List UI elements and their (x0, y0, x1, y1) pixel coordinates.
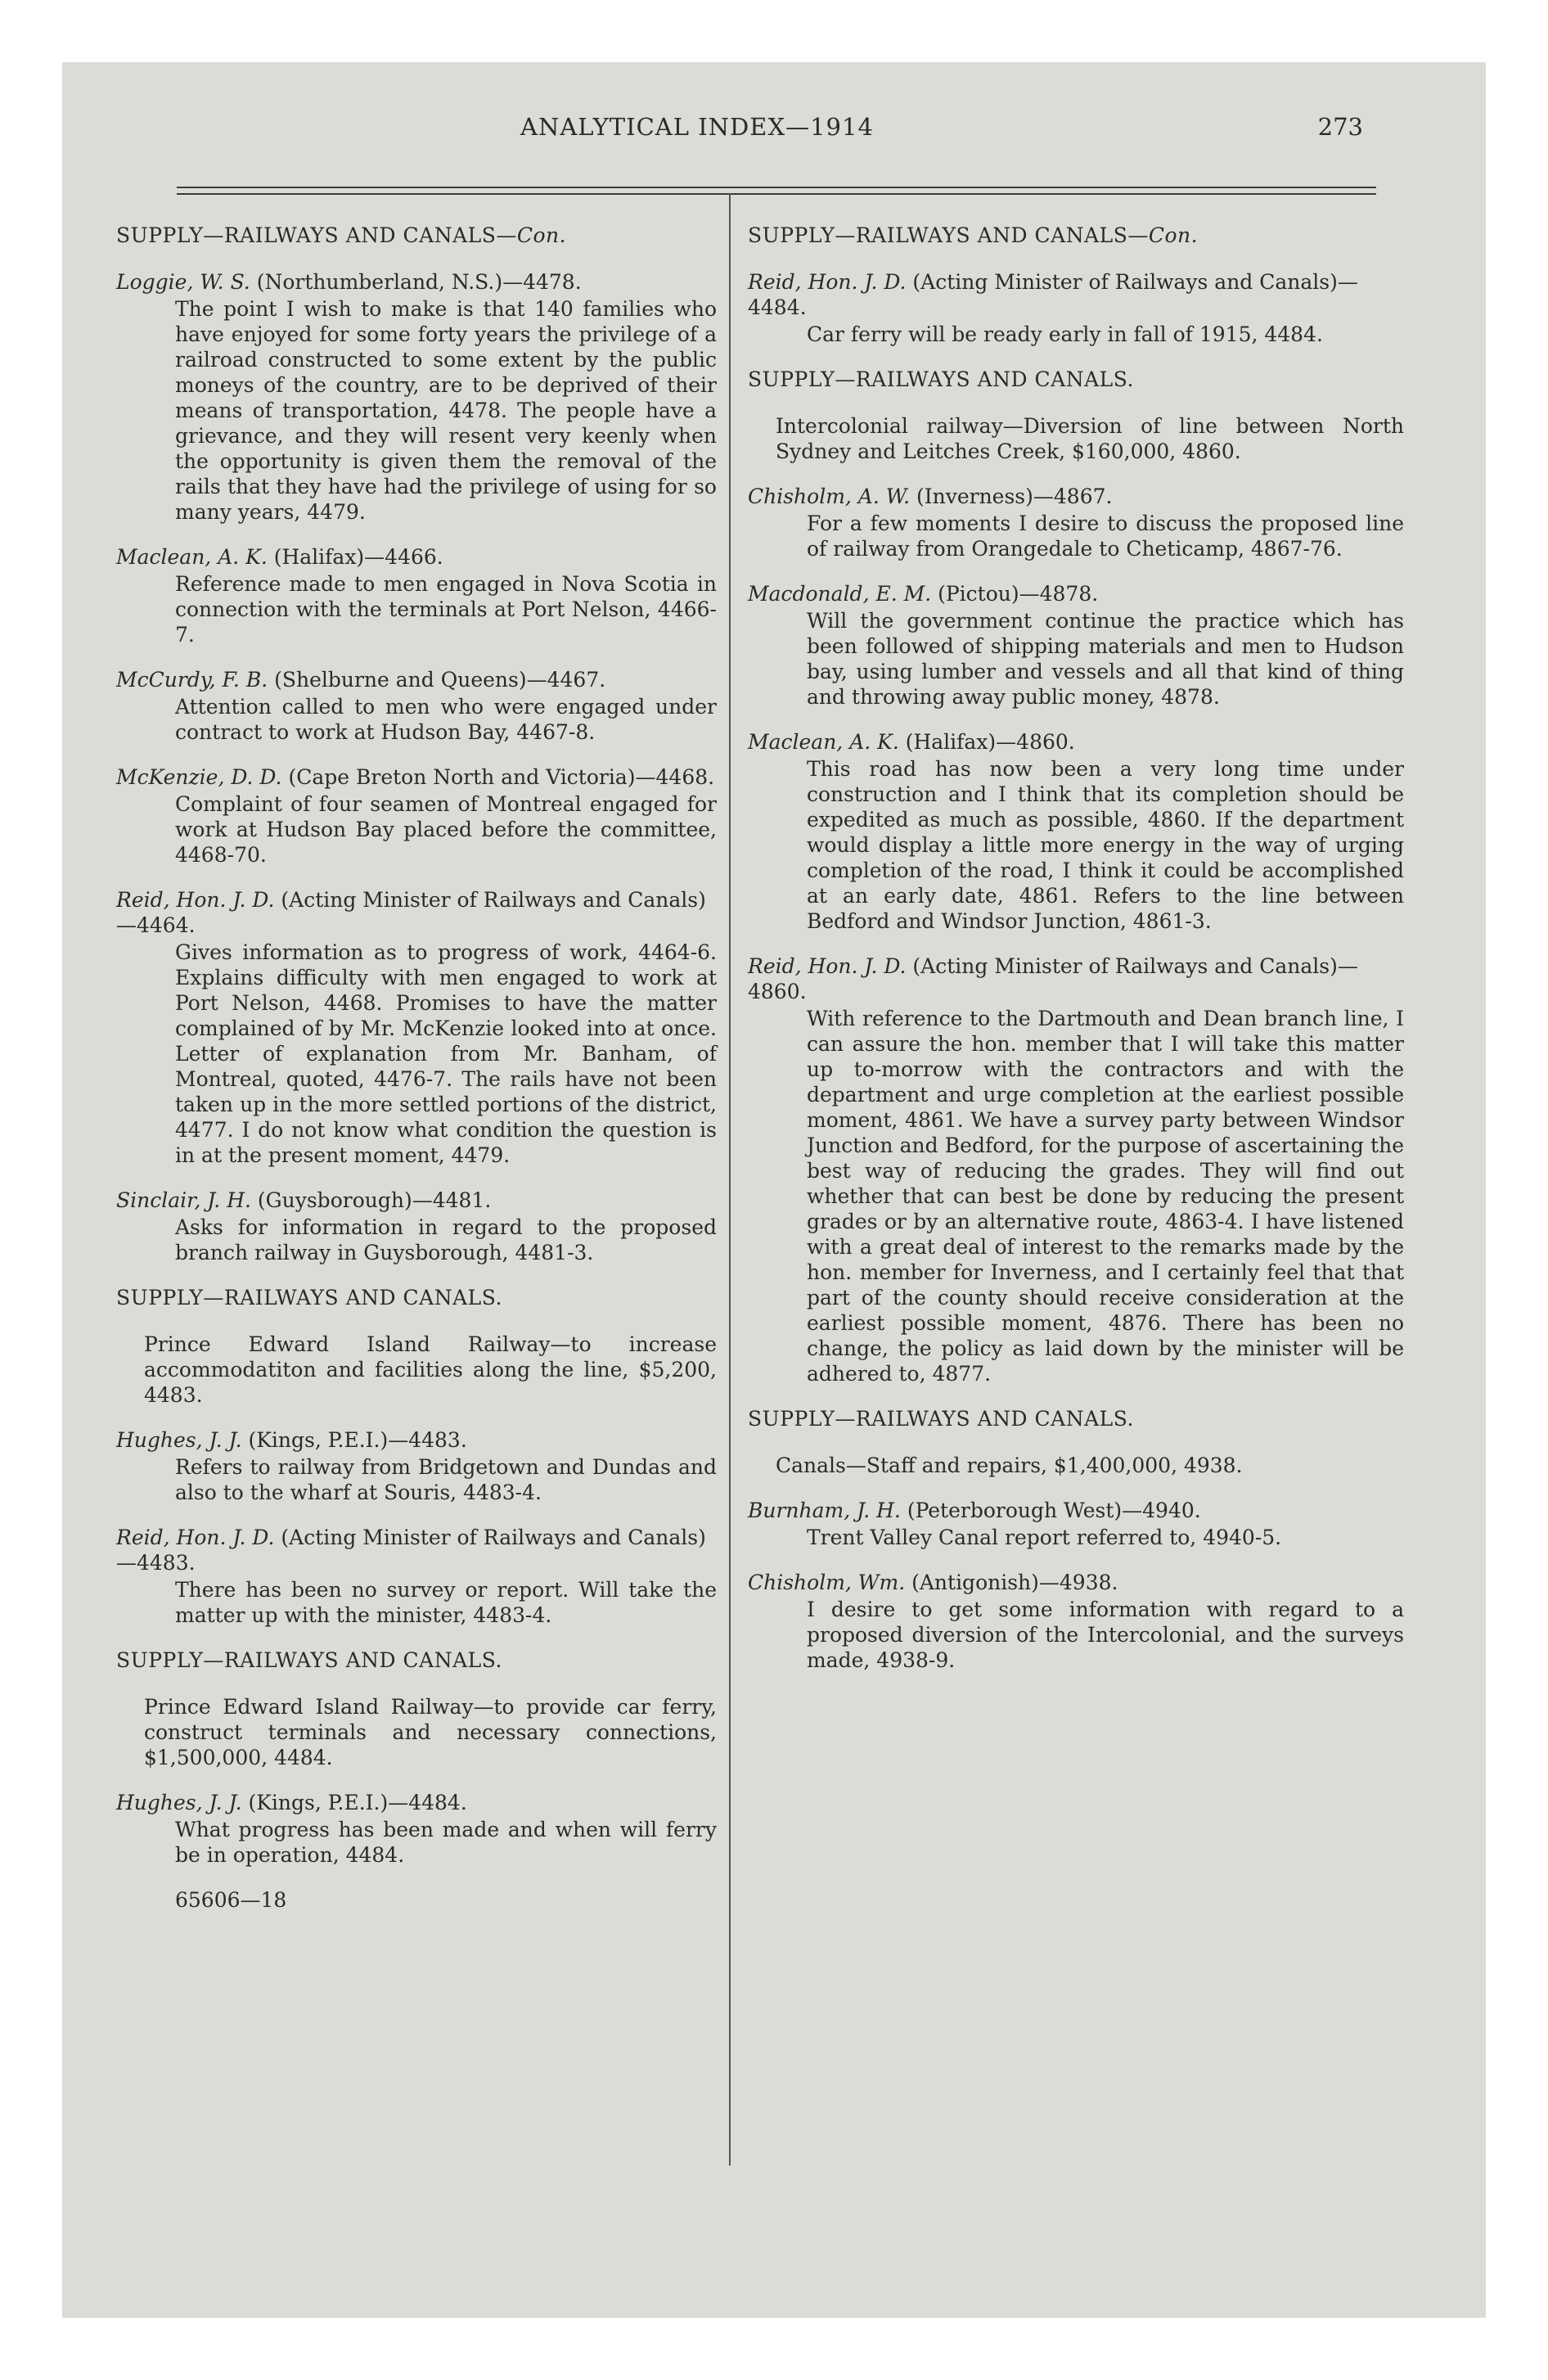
motion-item: Prince Edward Island Railway—to increase accommodatiton and facilities along the line, $5,200, 4483. (144, 1332, 717, 1407)
index-entry (116, 1525, 717, 1628)
entry-text: What progress has been made and when will ferry be in operation, 4484. (175, 1818, 717, 1867)
speaker-line (116, 764, 717, 790)
speaker-riding: (Guysborough)—4481. (257, 1188, 492, 1212)
speaker-name: Hughes, J. J. (116, 1428, 242, 1452)
page-number: 273 (1317, 113, 1363, 141)
entry-text: With reference to the Dartmouth and Dean branch line, I can assure the hon. member that I will take this matter up to-morrow with the contractors and with the department and urge completion at the earliest possible moment, 4861. We have a survey party between Windsor Junction and Bedford, for the purpose of ascertaining the best way of reducing the grades. They will find out whether that can best be done by reducing the present grades or by an alternative route, 4863-4. I have listened with a great deal of interest to the remarks made by the hon. member for Inverness, and I certainly feel that that part of the county should receive consideration at the earliest possible moment, 4876. There has been no change, the policy as laid down by the minister will be adhered to, 4877. (807, 1007, 1404, 1386)
speaker-riding: (Acting Minister of Railways and Canals)—4483. (116, 1526, 706, 1575)
header-rule (177, 187, 1376, 188)
index-entry (748, 1498, 1404, 1550)
speaker-line (748, 1570, 1404, 1595)
speaker-line (748, 484, 1404, 509)
speaker-line (116, 1427, 717, 1453)
speaker-name: Loggie, W. S. (116, 270, 250, 294)
section-heading (748, 367, 1404, 392)
speaker-name: Maclean, A. K. (116, 545, 268, 569)
index-entry (116, 544, 717, 647)
header-rule-double (177, 193, 1376, 195)
entry-text: Attention called to men who were engaged under contract to work at Hudson Bay, 4467-8. (175, 695, 717, 744)
section-title: SUPPLY—RAILWAYS AND CANALS— (116, 223, 517, 247)
speaker-riding: (Acting Minister of Railways and Canals)—4464. (116, 888, 706, 937)
speaker-line (116, 887, 717, 938)
entry-text: There has been no survey or report. Will take the matter up with the minister, 4483-4. (175, 1578, 717, 1627)
speaker-line (748, 953, 1404, 1004)
scanned-page (62, 62, 1486, 2318)
speaker-riding: (Kings, P.E.I.)—4484. (248, 1791, 467, 1814)
speaker-riding: (Inverness)—4867. (916, 485, 1113, 508)
speaker-line (116, 544, 717, 570)
index-entry (748, 1570, 1404, 1673)
speaker-riding: (Acting Minister of Railways and Canals)—4860. (748, 954, 1358, 1003)
index-entry (748, 729, 1404, 934)
speaker-line (748, 269, 1404, 320)
speaker-name: Reid, Hon. J. D. (116, 888, 275, 912)
speaker-riding: (Shelburne and Queens)—4467. (274, 668, 606, 692)
footer-note: 65606—18 (175, 1888, 287, 1912)
left-column (116, 223, 717, 1913)
section-heading (748, 1406, 1404, 1431)
speaker-name: Chisholm, A. W. (748, 485, 911, 508)
section-continued: Con. (1148, 223, 1199, 247)
section-title: SUPPLY—RAILWAYS AND CANALS. (116, 1286, 502, 1309)
section-title: SUPPLY—RAILWAYS AND CANALS. (116, 1648, 502, 1672)
speaker-riding: (Halifax)—4466. (273, 545, 443, 569)
speaker-name: Reid, Hon. J. D. (748, 954, 907, 978)
index-entry (748, 581, 1404, 710)
speaker-name: McCurdy, F. B. (116, 668, 268, 692)
section-heading (748, 223, 1404, 248)
speaker-line (748, 729, 1404, 755)
section-heading (116, 1648, 717, 1673)
section-continued: Con. (516, 223, 567, 247)
entry-text: Reference made to men engaged in Nova Scotia in connection with the terminals at Port Nelson, 4466-7. (175, 572, 717, 647)
running-title: ANALYTICAL INDEX—1914 (520, 113, 874, 141)
index-entry (116, 269, 717, 525)
entry-text: Trent Valley Canal report referred to, 4940-5. (807, 1526, 1282, 1549)
entry-text: Gives information as to progress of work, 4464-6. Explains difficulty with men engaged to work at Port Nelson, 4468. Promises to have the matter complained of by Mr. McKenzie looked into at once. Letter of explanation from Mr. Banham, of Montreal, quoted, 4476-7. The rails have not been taken up in the more settled portions of the district, 4477. I do not know what condition the question is in at the present moment, 4479. (175, 940, 717, 1167)
index-entry (748, 953, 1404, 1386)
speaker-riding: (Acting Minister of Railways and Canals)—4484. (748, 270, 1358, 319)
speaker-name: Chisholm, Wm. (748, 1571, 906, 1594)
column-divider (729, 193, 731, 2166)
section-title: SUPPLY—RAILWAYS AND CANALS. (748, 367, 1134, 391)
speaker-name: McKenzie, D. D. (116, 765, 282, 789)
speaker-riding: (Antigonish)—4938. (911, 1571, 1118, 1594)
speaker-line (116, 1525, 717, 1575)
motion-item: Intercolonial railway—Diversion of line between North Sydney and Leitches Creek, $160,000, 4860. (776, 414, 1404, 463)
index-entry (116, 1427, 717, 1505)
speaker-name: Burnham, J. H. (748, 1499, 901, 1522)
section-heading (116, 223, 717, 248)
speaker-riding: (Peterborough West)—4940. (907, 1499, 1201, 1522)
index-entry (116, 1790, 717, 1868)
speaker-name: Sinclair, J. H. (116, 1188, 251, 1212)
index-entry (116, 667, 717, 745)
entry-text: The point I wish to make is that 140 families who have enjoyed for some forty years the privilege of a railroad constructed to some extent by the public moneys of the country, are to be deprived of their means of transportation, 4478. The people have a grievance, and they will resent very keenly when the opportunity is given them the removal of the rails that they have had the privilege of using for so many years, 4479. (175, 297, 717, 524)
speaker-name: Hughes, J. J. (116, 1791, 242, 1814)
right-column (748, 223, 1404, 1693)
motion-item: Prince Edward Island Railway—to provide car ferry, construct terminals and necessary connections, $1,500,000, 4484. (144, 1695, 717, 1769)
section-title: SUPPLY—RAILWAYS AND CANALS. (748, 1407, 1134, 1431)
section-heading (116, 1285, 717, 1310)
entry-text: Car ferry will be ready early in fall of 1915, 4484. (807, 322, 1323, 346)
speaker-name: Reid, Hon. J. D. (116, 1526, 275, 1549)
index-entry (116, 1188, 717, 1265)
speaker-riding: (Northumberland, N.S.)—4478. (256, 270, 582, 294)
entry-text: I desire to get some information with regard to a proposed diversion of the Intercolonial, and the surveys made, 4938-9. (807, 1598, 1404, 1672)
index-entry (116, 887, 717, 1168)
speaker-riding: (Halifax)—4860. (905, 730, 1075, 754)
entry-text: For a few moments I desire to discuss the proposed line of railway from Orangedale to Cheticamp, 4867-76. (807, 512, 1404, 561)
speaker-riding: (Pictou)—4878. (938, 582, 1099, 606)
speaker-line (116, 667, 717, 692)
entry-text: Will the government continue the practice which has been followed of shipping materials and men to Hudson bay, using lumber and vessels and all that kind of thing and throwing away public money, 4878. (807, 609, 1404, 709)
speaker-line (748, 581, 1404, 606)
speaker-line (116, 269, 717, 295)
speaker-line (116, 1188, 717, 1213)
index-entry (116, 764, 717, 868)
speaker-name: Macdonald, E. M. (748, 582, 932, 606)
speaker-riding: (Kings, P.E.I.)—4483. (248, 1428, 467, 1452)
entry-text: Refers to railway from Bridgetown and Dundas and also to the wharf at Souris, 4483-4. (175, 1455, 717, 1504)
section-title: SUPPLY—RAILWAYS AND CANALS— (748, 223, 1149, 247)
speaker-name: Reid, Hon. J. D. (748, 270, 907, 294)
speaker-line (748, 1498, 1404, 1523)
entry-text: Asks for information in regard to the proposed branch railway in Guysborough, 4481-3. (175, 1215, 717, 1264)
speaker-riding: (Cape Breton North and Victoria)—4468. (288, 765, 715, 789)
page-header (62, 113, 1486, 146)
speaker-name: Maclean, A. K. (748, 730, 899, 754)
index-entry (748, 269, 1404, 347)
entry-text: Complaint of four seamen of Montreal engaged for work at Hudson Bay placed before the committee, 4468-70. (175, 792, 717, 867)
speaker-line (116, 1790, 717, 1815)
entry-text: This road has now been a very long time under construction and I think that its completion should be expedited as much as possible, 4860. If the department would display a little more energy in the way of urging completion of the road, I think it could be accomplished at an early date, 4861. Refers to the line between Bedford and Windsor Junction, 4861-3. (807, 757, 1404, 933)
motion-item: Canals—Staff and repairs, $1,400,000, 4938. (776, 1454, 1243, 1477)
index-entry (748, 484, 1404, 561)
